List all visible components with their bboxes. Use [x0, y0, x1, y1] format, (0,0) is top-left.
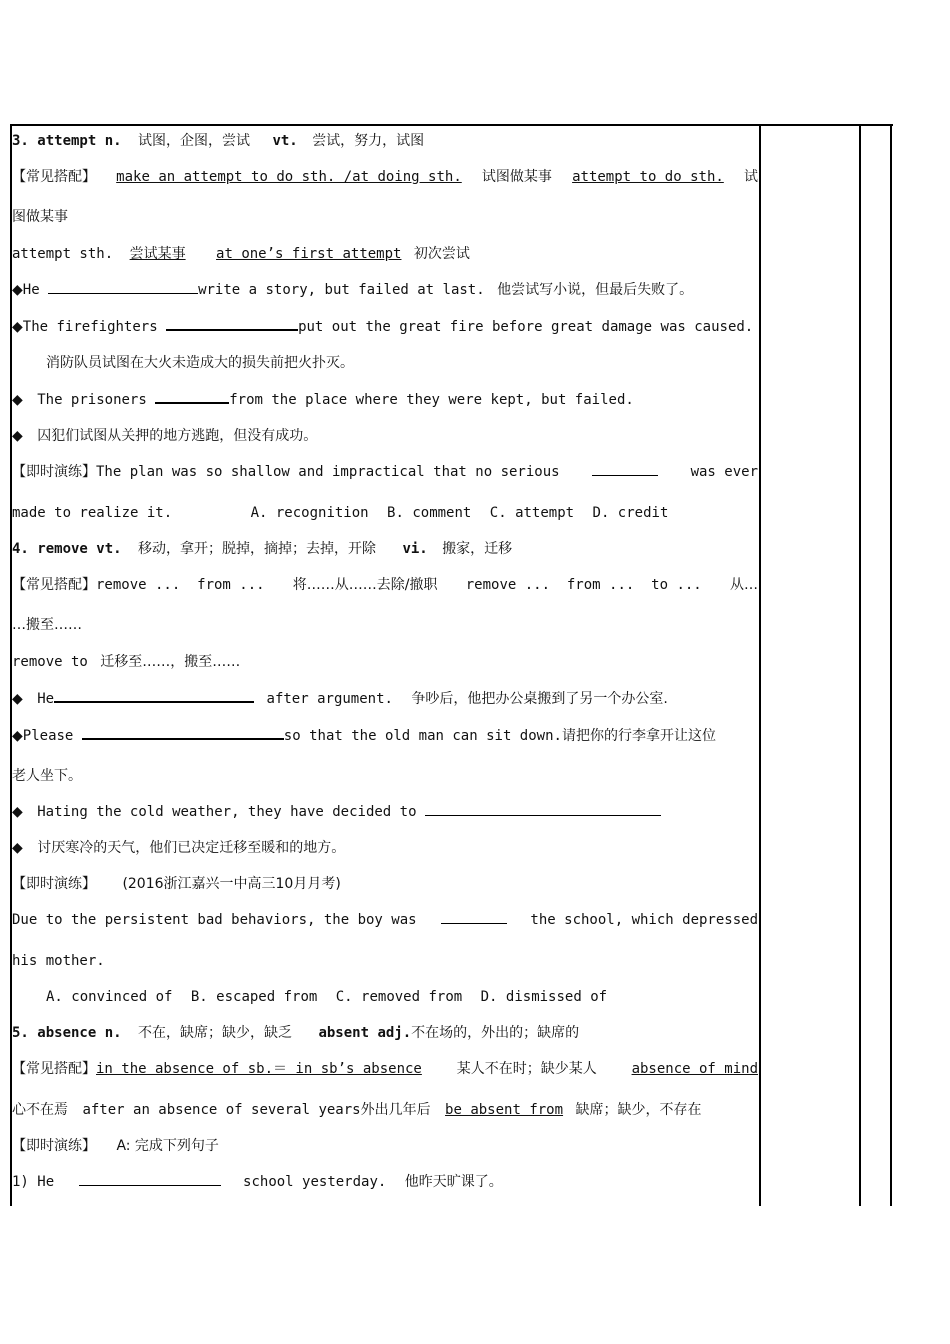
collocation-meaning: 将……从……去除/撤职 — [292, 577, 438, 593]
example-text: Please — [22, 728, 74, 744]
option-d[interactable]: D. credit — [592, 505, 669, 521]
diamond-bullet-icon: ◆ — [12, 392, 23, 408]
question-text: 1) He — [12, 1174, 55, 1190]
s4-example-3 — [12, 803, 758, 821]
option-d[interactable]: D. dismissed of — [480, 989, 608, 1005]
question-translation: 他昨天旷课了。 — [404, 1174, 503, 1190]
answer-blank[interactable] — [54, 689, 254, 703]
example-translation: 争吵后，他把办公桌搬到了另一个办公室. — [411, 691, 668, 707]
practice-source: (2016浙江嘉兴一中高三10月月考) — [122, 876, 341, 892]
s5-collocations-cont — [12, 1101, 758, 1119]
option-c[interactable]: C. attempt — [489, 505, 575, 521]
example-text: after argument. — [266, 691, 393, 707]
answer-blank[interactable] — [425, 803, 661, 816]
practice-question: Due to the persistent bad behaviors, the boy was — [12, 912, 417, 928]
collocation-meaning: 迁移至……，搬至…… — [100, 654, 241, 670]
collocation-meaning: 初次尝试 — [413, 246, 470, 262]
s3-line3 — [12, 245, 758, 263]
answer-blank[interactable] — [155, 390, 229, 404]
s4-practice — [12, 911, 758, 929]
column-divider-2 — [859, 124, 861, 1206]
option-a[interactable]: A. recognition — [250, 505, 369, 521]
answer-blank[interactable] — [166, 317, 298, 331]
answer-blank[interactable] — [48, 281, 198, 294]
s5-heading — [12, 1024, 758, 1042]
collocation-meaning: 试 — [743, 169, 758, 185]
head-word: 4. remove vt. — [12, 541, 122, 557]
diamond-bullet-icon: ◆ — [12, 840, 23, 856]
collocation-tag: 【常见搭配】 — [12, 577, 96, 593]
collocation-meaning: 外出几年后 — [360, 1102, 431, 1118]
option-b[interactable]: B. comment — [387, 505, 472, 521]
collocation: in the absence of sb.＝ in sb’s absence — [96, 1061, 422, 1077]
s3-collocations — [12, 168, 758, 186]
s4-heading — [12, 540, 758, 558]
answer-blank[interactable] — [82, 726, 284, 740]
s3-example-1 — [12, 281, 758, 299]
diamond-bullet-icon: ◆ — [12, 282, 23, 298]
collocation: attempt sth. — [12, 246, 114, 262]
example-text: He — [37, 691, 55, 707]
collocation: be absent from — [445, 1102, 564, 1118]
practice-question: made to realize it. — [12, 505, 173, 521]
collocation-meaning: 试图做某事 — [481, 169, 552, 185]
diamond-bullet-icon: ◆ — [12, 691, 23, 707]
head-meaning-2: 不在场的，外出的；缺席的 — [411, 1025, 580, 1041]
example-text: He — [22, 282, 40, 298]
s4-practice-options — [12, 988, 758, 1006]
s3-practice-options — [12, 504, 758, 522]
collocation-tag: 【常见搭配】 — [12, 1061, 96, 1077]
head-meaning: 试图，企图，尝试 — [138, 133, 251, 149]
example-text: The prisoners — [37, 392, 147, 408]
answer-blank[interactable] — [441, 911, 507, 924]
practice-tag: 【即时演练】 — [12, 464, 96, 480]
s3-example-3 — [12, 390, 758, 409]
example-text: put out the great fire before great damage was caused. — [298, 319, 754, 335]
practice-question-cont: his mother. — [12, 953, 105, 969]
diamond-bullet-icon: ◆ — [12, 728, 23, 744]
collocation: after an absence of several years — [82, 1102, 361, 1118]
practice-tag: 【即时演练】 — [12, 1138, 96, 1154]
s4-collocations — [12, 576, 758, 594]
collocation-meaning: 心不在焉 — [12, 1102, 68, 1118]
s5-collocations — [12, 1060, 758, 1078]
head-meaning: 不在，缺席；缺少，缺乏 — [138, 1025, 293, 1041]
collocation-meaning-cont: 图做某事 — [12, 209, 68, 225]
example-translation: 消防队员试图在大火未造成大的损失前把火扑灭。 — [46, 355, 354, 371]
pos-label: absent adj. — [318, 1025, 412, 1041]
collocation-tag: 【常见搭配】 — [12, 169, 96, 185]
example-translation: 讨厌寒冷的天气，他们已决定迁移至暖和的地方。 — [37, 840, 346, 856]
collocation: at one’s first attempt — [216, 246, 402, 262]
head-word: 5. absence n. — [12, 1025, 122, 1041]
example-text: Hating the cold weather, they have decided to — [37, 804, 417, 820]
example-text: The firefighters — [22, 319, 158, 335]
s3-example-4 — [12, 427, 758, 445]
pos-label: vt. — [272, 133, 298, 149]
collocation-meaning: 某人不在时；缺少某人 — [456, 1061, 597, 1077]
collocation: remove to — [12, 654, 88, 670]
main-cell — [12, 126, 758, 1191]
example-translation-cont: 老人坐下。 — [12, 768, 82, 784]
column-divider-3 — [890, 124, 892, 1206]
collocation-meaning-cont: …搬至…… — [12, 617, 82, 633]
practice-tag: 【即时演练】 — [12, 876, 96, 892]
collocation: remove ... from ... — [96, 577, 265, 593]
s4-example-4 — [12, 839, 758, 857]
collocation: remove ... from ... to ... — [465, 577, 702, 593]
head-meaning-2: 搬家，迁移 — [442, 541, 513, 557]
s5-question-1 — [12, 1173, 758, 1191]
option-b[interactable]: B. escaped from — [190, 989, 318, 1005]
answer-blank[interactable] — [79, 1173, 221, 1186]
option-a[interactable]: A. convinced of — [46, 989, 173, 1005]
s3-practice — [12, 463, 758, 481]
s4-example-2 — [12, 726, 758, 745]
practice-instruction: A: 完成下列句子 — [116, 1138, 219, 1154]
practice-question: the school, which depressed — [530, 912, 758, 928]
option-c[interactable]: C. removed from — [335, 989, 463, 1005]
example-text: so that the old man can sit down. — [283, 728, 562, 744]
example-translation: 请把你的行李拿开让这位 — [561, 728, 716, 744]
head-meaning: 移动，拿开；脱掉，摘掉；去掉，开除 — [138, 541, 377, 557]
pos-label: vi. — [402, 541, 428, 557]
diamond-bullet-icon: ◆ — [12, 804, 23, 820]
collocation-meaning: 缺席；缺少，不存在 — [575, 1102, 702, 1118]
s4-practice-heading — [12, 875, 758, 893]
question-text: school yesterday. — [243, 1174, 387, 1190]
collocation: attempt to do sth. — [572, 169, 724, 185]
collocation-meaning: 从… — [729, 577, 758, 593]
diamond-bullet-icon: ◆ — [12, 428, 23, 444]
head-word: 3. attempt n. — [12, 133, 122, 149]
s3-heading — [12, 132, 758, 150]
example-translation: 他尝试写小说，但最后失败了。 — [497, 282, 694, 298]
example-translation: 囚犯们试图从关押的地方逃跑，但没有成功。 — [37, 428, 318, 444]
column-divider-1 — [759, 124, 761, 1206]
collocation: absence of mind — [631, 1061, 758, 1077]
collocation: make an attempt to do sth. /at doing sth. — [116, 169, 462, 185]
collocation-meaning: 尝试某事 — [129, 246, 186, 262]
example-text: write a story, but failed at last. — [198, 282, 485, 298]
answer-blank[interactable] — [592, 463, 658, 476]
s5-practice-heading — [12, 1137, 758, 1155]
s3-example-2 — [12, 317, 758, 336]
head-meaning-2: 尝试，努力，试图 — [312, 133, 425, 149]
practice-question: The plan was so shallow and impractical that no serious — [96, 464, 560, 480]
example-text: from the place where they were kept, but failed. — [229, 392, 634, 408]
s4-example-1 — [12, 689, 758, 708]
s4-line3 — [12, 653, 758, 671]
practice-question: was ever — [690, 464, 758, 480]
diamond-bullet-icon: ◆ — [12, 319, 23, 335]
